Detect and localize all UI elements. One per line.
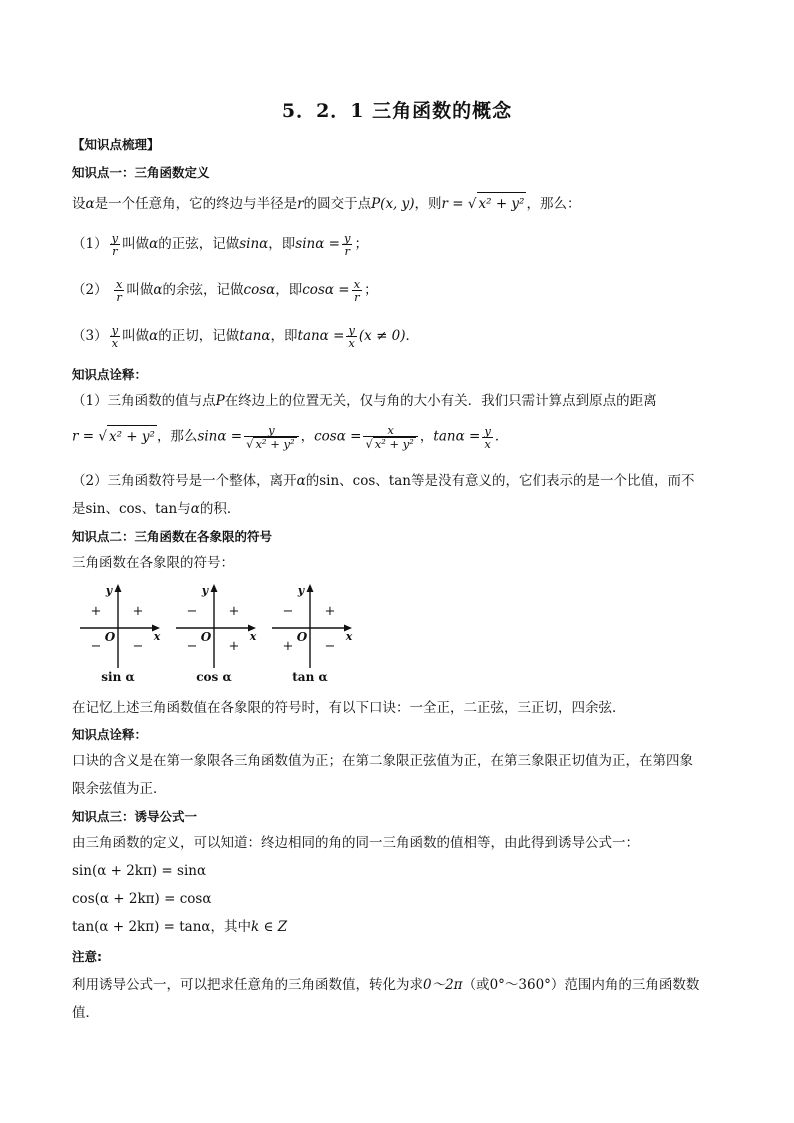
kp1-item-tangent: （3） $\frac{y}{x}$ 叫做α的正切，记做tanα，即tanα = $\frac{y}{x}$ (x ≠ 0)． [72,323,420,350]
kp2-heading: 知识点二：三角函数在各象限的符号 [72,529,273,544]
formula-sin: sin(α + 2kπ) = sinα [72,863,207,879]
exp1-para1-line1: （1）三角函数的值与点P在终边上的位置无关，仅与角的大小有关．我们只需计算点到原点的距离 [72,393,657,409]
diagram-caption: cos α [196,670,232,684]
x-axis-label: x [249,630,257,643]
quadrant-4-sign: + [228,639,240,654]
quadrant-2-sign: + [90,604,102,619]
formula-tan: tan(α + 2kπ) = tanα，其中k ∈ Z [72,919,288,935]
quadrant-3-sign: − [186,639,198,654]
page-title: 5．2．1 三角函数的概念 [281,100,513,122]
origin-label: O [296,630,308,644]
exp1-para2-line2: 是sin、cos、tan与α的积． [72,501,241,517]
quadrant-axes [270,582,356,686]
y-axis-arrow-icon [211,584,218,592]
quadrant-axes [78,582,164,686]
x-axis-label: x [153,630,161,643]
y-axis-label: y [201,584,209,597]
kp2-intro: 三角函数在各象限的符号： [72,555,234,571]
kp1-heading: 知识点一：三角函数定义 [72,165,210,180]
quadrant-2-sign: − [282,604,294,619]
formula-cos: cos(α + 2kπ) = cosα [72,891,212,907]
exp2-line2: 限余弦值为正． [72,781,167,797]
kp1-item-cosine: （2） $\frac{x}{r}$ 叫做α的余弦，记做cosα，即cosα = $\frac{x}{r}$ ； [72,277,378,304]
quadrant-3-sign: − [90,639,102,654]
exp1-heading: 知识点诠释： [72,367,148,382]
note-heading: 注意: [72,949,102,964]
origin-label: O [104,630,116,644]
quadrant-diagram-tan [270,582,356,690]
note-line1: 利用诱导公式一，可以把求任意角的三角函数值，转化为求0～2π（或0°～360°）范围内角的三角函数数 [72,977,700,993]
quadrant-4-sign: − [324,639,336,654]
x-axis-label: x [345,630,353,643]
section-header: 【知识点梳理】 [72,137,160,152]
note-line2: 值． [72,1005,99,1021]
exp2-heading: 知识点诠释： [72,727,148,742]
exp1-para1-line2: r = √ x² + y² ，那么sinα = $\frac{y}{\text{√ x² + y²}}$ ，cosα = $\frac{x}{\text{√ x² + y²}}$ ，tanα = $\frac{y}{x}$ ． [72,423,509,451]
kp1-intro: 设α是一个任意角，它的终边与半径是r的圆交于点P(x, y)，则r = √ x² + y² ，那么： [72,192,726,215]
quadrant-1-sign: + [228,604,240,619]
exp1-para2-line1: （2）三角函数符号是一个整体，离开α的sin、cos、tan等是没有意义的，它们表示的是一个比值，而不 [72,473,695,489]
quadrant-1-sign: + [324,604,336,619]
exp2-line1: 口诀的含义是在第一象限各三角函数值为正；在第二象限正弦值为正，在第三象限正切值为正，在第四象 [72,753,693,769]
y-axis-label: y [105,584,113,597]
y-axis-arrow-icon [115,584,122,592]
origin-label: O [200,630,212,644]
quadrant-4-sign: − [132,639,144,654]
kp1-item-sine: （1） $\frac{y}{r}$ 叫做α的正弦，记做sinα，即sinα = $\frac{y}{r}$ ； [72,231,368,258]
quadrant-1-sign: + [132,604,144,619]
quadrant-axes [174,582,260,686]
kp3-heading: 知识点三：诱导公式一 [72,809,198,824]
quadrant-diagram-cos [174,582,260,690]
y-axis-label: y [297,584,305,597]
quadrant-diagram-sin [78,582,164,690]
diagram-caption: sin α [101,670,135,684]
y-axis-arrow-icon [307,584,314,592]
quadrant-3-sign: + [282,639,294,654]
kp2-mnemonic: 在记忆上述三角函数值在各象限的符号时，有以下口诀：一全正，二正弦，三正切，四余弦． [72,700,626,716]
diagram-caption: tan α [292,670,328,684]
quadrant-2-sign: − [186,604,198,619]
kp3-intro: 由三角函数的定义，可以知道：终边相同的角的同一三角函数的值相等，由此得到诱导公式一： [72,835,639,851]
fraction-y-over-r: $\frac{y}{r}$ [111,231,119,258]
